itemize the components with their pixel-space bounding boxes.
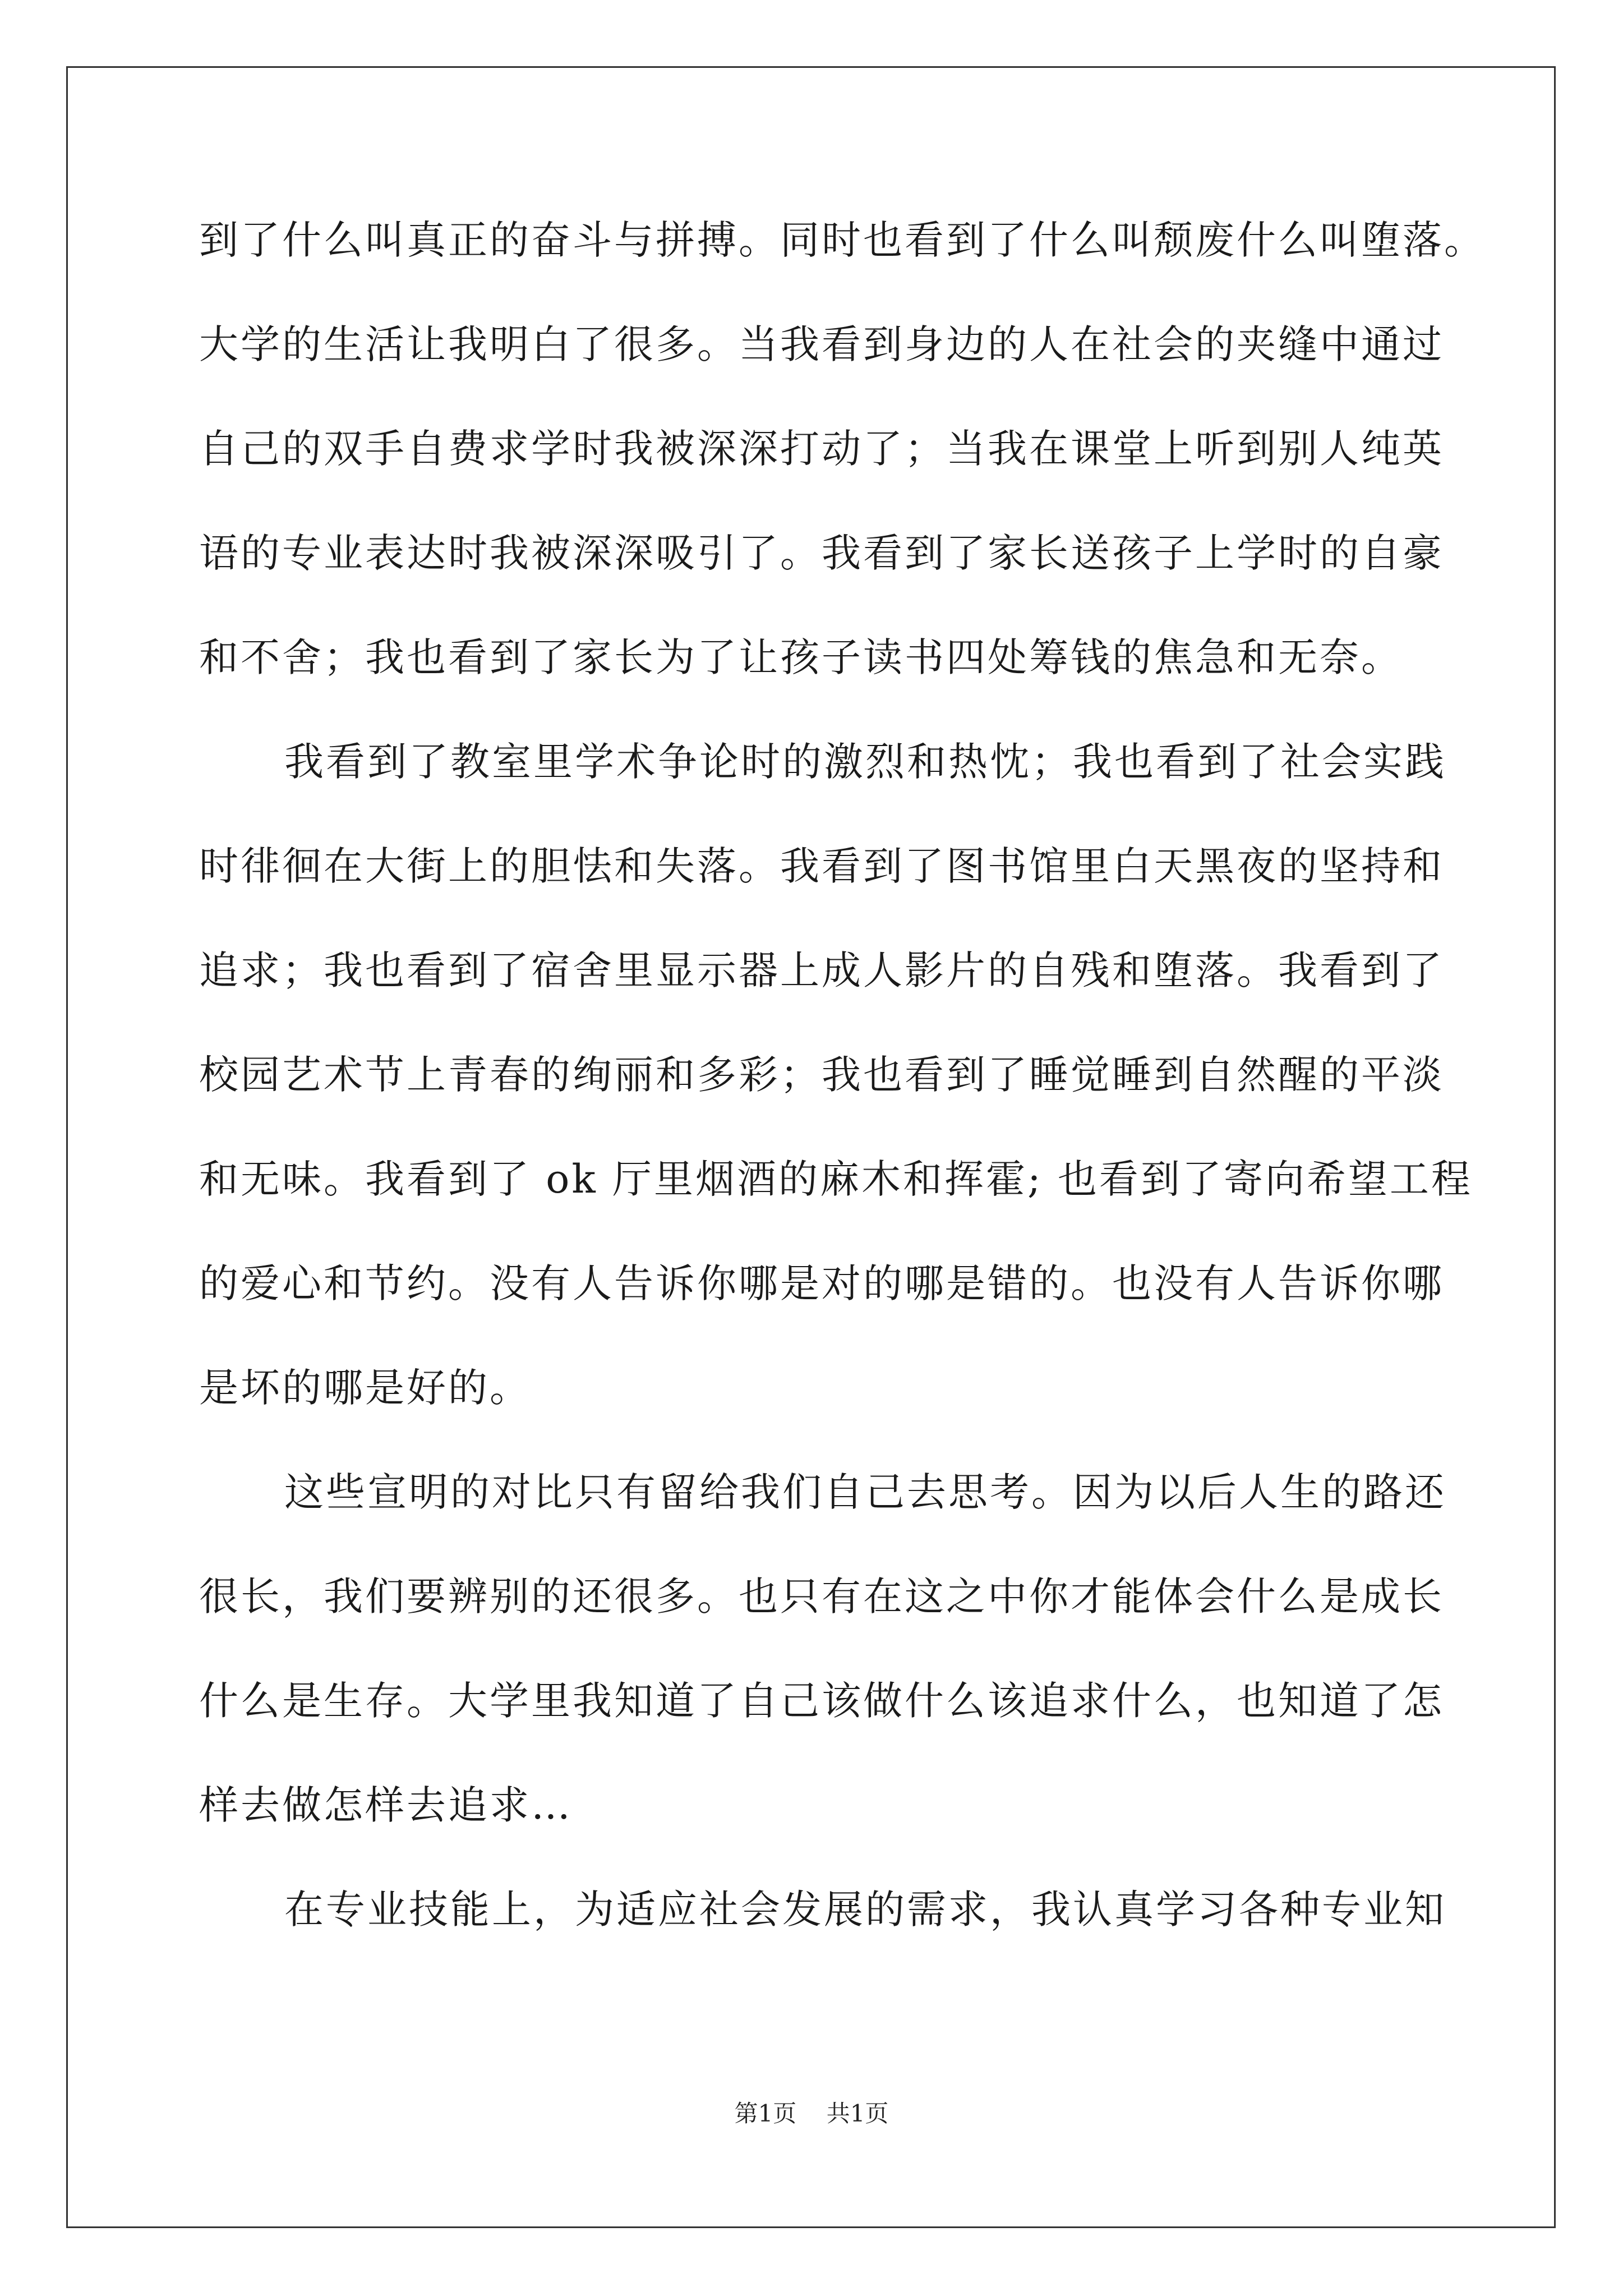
text-line: 和不舍；我也看到了家长为了让孩子读书四处筹钱的焦急和无奈。 [199, 634, 1403, 680]
text-line: 和无味。我看到了 ok 厅里烟酒的麻木和挥霍; 也看到了寄向希望工程 [199, 1156, 1473, 1202]
document-body [199, 188, 1486, 1962]
text-line: 什么是生存。大学里我知道了自己该做什么该追求什么，也知道了怎 [199, 1678, 1444, 1724]
text-line: 我看到了教室里学术争论时的激烈和热忱；我也看到了社会实践 [284, 739, 1446, 785]
text-line: 时徘徊在大街上的胆怯和失落。我看到了图书馆里白天黑夜的坚持和 [199, 843, 1444, 889]
text-line: 的爱心和节约。没有人告诉你哪是对的哪是错的。也没有人告诉你哪 [199, 1260, 1444, 1306]
page-number: 第1页 [734, 2100, 797, 2127]
text-line: 到了什么叫真正的奋斗与拼搏。同时也看到了什么叫颓废什么叫堕落。 [199, 217, 1486, 263]
text-line: 是坏的哪是好的。 [199, 1365, 531, 1411]
text-line: 很长，我们要辨别的还很多。也只有在这之中你才能体会什么是成长 [199, 1573, 1444, 1619]
text-line: 追求；我也看到了宿舍里显示器上成人影片的自残和堕落。我看到了 [199, 947, 1444, 993]
text-line: 样去做怎样去追求… [199, 1782, 573, 1828]
text-line: 语的专业表达时我被深深吸引了。我看到了家长送孩子上学时的自豪 [199, 530, 1444, 576]
page-total: 共1页 [826, 2100, 889, 2127]
page-footer [0, 2097, 1623, 2131]
text-line: 大学的生活让我明白了很多。当我看到身边的人在社会的夹缝中通过 [199, 321, 1444, 367]
text-line: 校园艺术节上青春的绚丽和多彩；我也看到了睡觉睡到自然醒的平淡 [199, 1052, 1444, 1098]
text-line: 自己的双手自费求学时我被深深打动了；当我在课堂上听到别人纯英 [199, 426, 1444, 472]
text-line: 这些宣明的对比只有留给我们自己去思考。因为以后人生的路还 [284, 1469, 1446, 1515]
text-line: 在专业技能上，为适应社会发展的需求，我认真学习各种专业知 [284, 1887, 1446, 1932]
